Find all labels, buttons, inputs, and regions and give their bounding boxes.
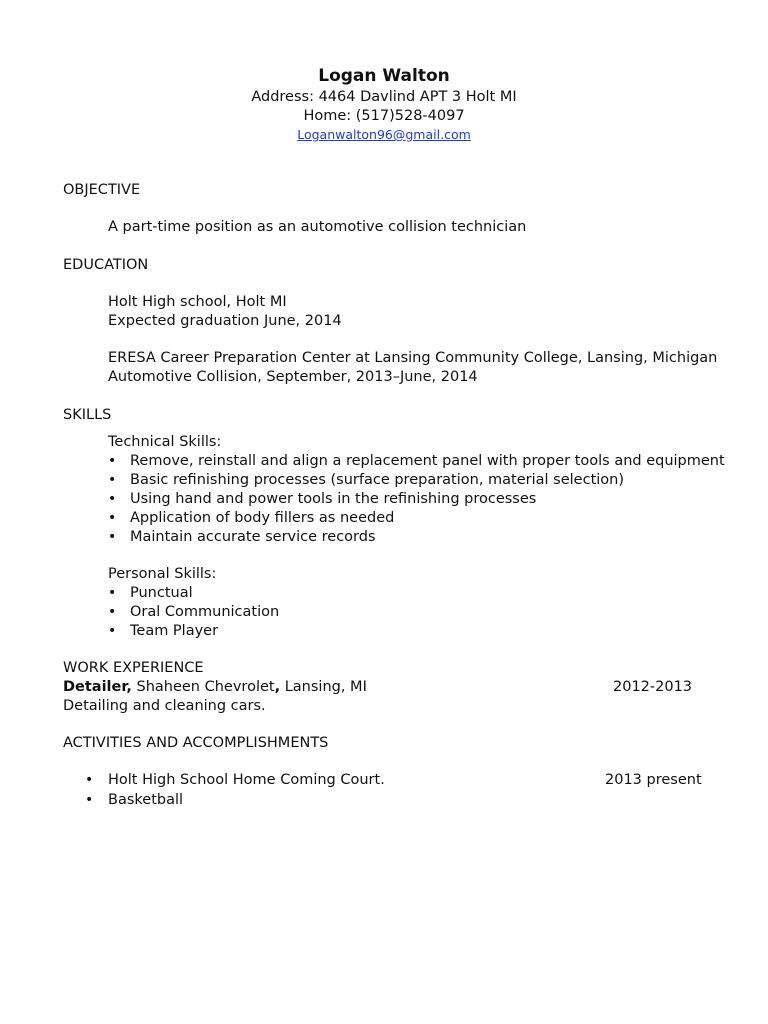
activity-item: Basketball	[108, 792, 184, 808]
skills-heading: SKILLS	[63, 407, 112, 423]
bullet-marker: •	[108, 453, 117, 469]
technical-skills-label: Technical Skills:	[108, 434, 222, 450]
employer: Shaheen Chevrolet	[131, 679, 275, 695]
job-location: Lansing, MI	[280, 679, 367, 695]
bullet-marker: •	[108, 510, 117, 526]
bullet-marker: •	[108, 623, 117, 639]
email-link[interactable]: Loganwalton96@gmail.com	[297, 127, 471, 142]
personal-skill-item: Punctual	[130, 585, 193, 601]
personal-skill-item: Oral Communication	[130, 604, 280, 620]
bullet-marker: •	[108, 491, 117, 507]
resume-name: Logan Walton	[318, 66, 450, 86]
bullet-marker: •	[85, 792, 94, 808]
phone-line: Home: (517)528-4097	[303, 108, 465, 124]
activity-item: Holt High School Home Coming Court.	[108, 772, 385, 788]
technical-skill-item: Application of body fillers as needed	[130, 510, 395, 526]
job-title: Detailer,	[63, 679, 132, 695]
technical-skill-item: Maintain accurate service records	[130, 529, 376, 545]
activities-heading: ACTIVITIES AND ACCOMPLISHMENTS	[63, 735, 329, 751]
work-entry	[63, 678, 367, 696]
job-dates: 2012-2013	[613, 679, 693, 695]
technical-skill-item: Using hand and power tools in the refinishing processes	[130, 491, 537, 507]
objective-heading: OBJECTIVE	[63, 182, 141, 198]
bullet-marker: •	[108, 472, 117, 488]
bullet-marker: •	[108, 585, 117, 601]
work-experience-heading: WORK EXPERIENCE	[63, 660, 204, 676]
objective-text: A part-time position as an automotive collision technician	[108, 219, 527, 235]
address-line: Address: 4464 Davlind APT 3 Holt MI	[251, 89, 517, 105]
employer-comma: ,	[274, 679, 281, 695]
technical-skill-item: Basic refinishing processes (surface preparation, material selection)	[130, 472, 625, 488]
job-description: Detailing and cleaning cars.	[63, 698, 266, 714]
education-heading: EDUCATION	[63, 257, 149, 273]
education-school1-line1: Holt High school, Holt MI	[108, 294, 287, 310]
education-school2-line1: ERESA Career Preparation Center at Lansing Community College, Lansing, Michigan	[108, 350, 718, 366]
technical-skill-item: Remove, reinstall and align a replacement panel with proper tools and equipment	[130, 453, 725, 469]
education-school1-line2: Expected graduation June, 2014	[108, 313, 342, 329]
education-school2-line2: Automotive Collision, September, 2013–June, 2014	[108, 369, 478, 385]
activity-date: 2013 present	[605, 772, 702, 788]
personal-skill-item: Team Player	[130, 623, 219, 639]
bullet-marker: •	[108, 529, 117, 545]
bullet-marker: •	[85, 772, 94, 788]
bullet-marker: •	[108, 604, 117, 620]
personal-skills-label: Personal Skills:	[108, 566, 217, 582]
